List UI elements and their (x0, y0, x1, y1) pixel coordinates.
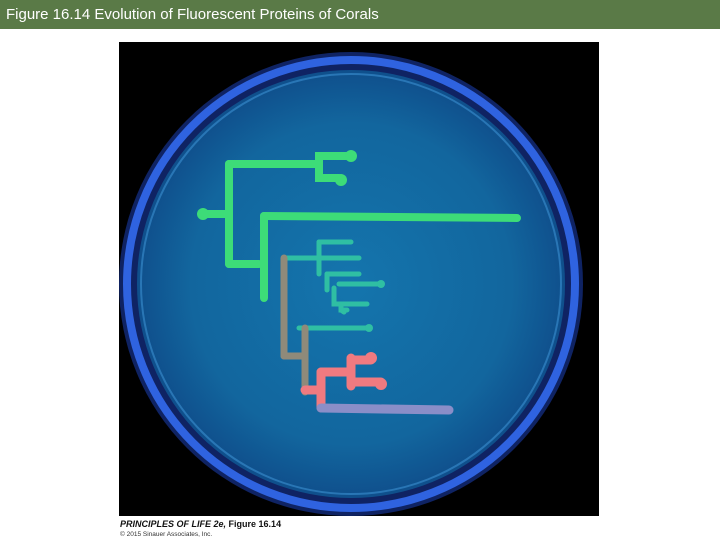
copyright-line: © 2015 Sinauer Associates, Inc. (120, 531, 213, 538)
caption-title (120, 519, 420, 530)
lavender-branches (321, 408, 449, 410)
figure-label: Figure 16.14 (228, 519, 282, 529)
figure-caption (120, 519, 420, 539)
petri-dish-illustration (119, 42, 599, 516)
book-title: PRINCIPLES OF LIFE 2e, (120, 519, 227, 529)
petri-dish-photo (119, 42, 599, 516)
slide-title: Figure 16.14 Evolution of Fluorescent Proteins of Corals (0, 0, 720, 29)
